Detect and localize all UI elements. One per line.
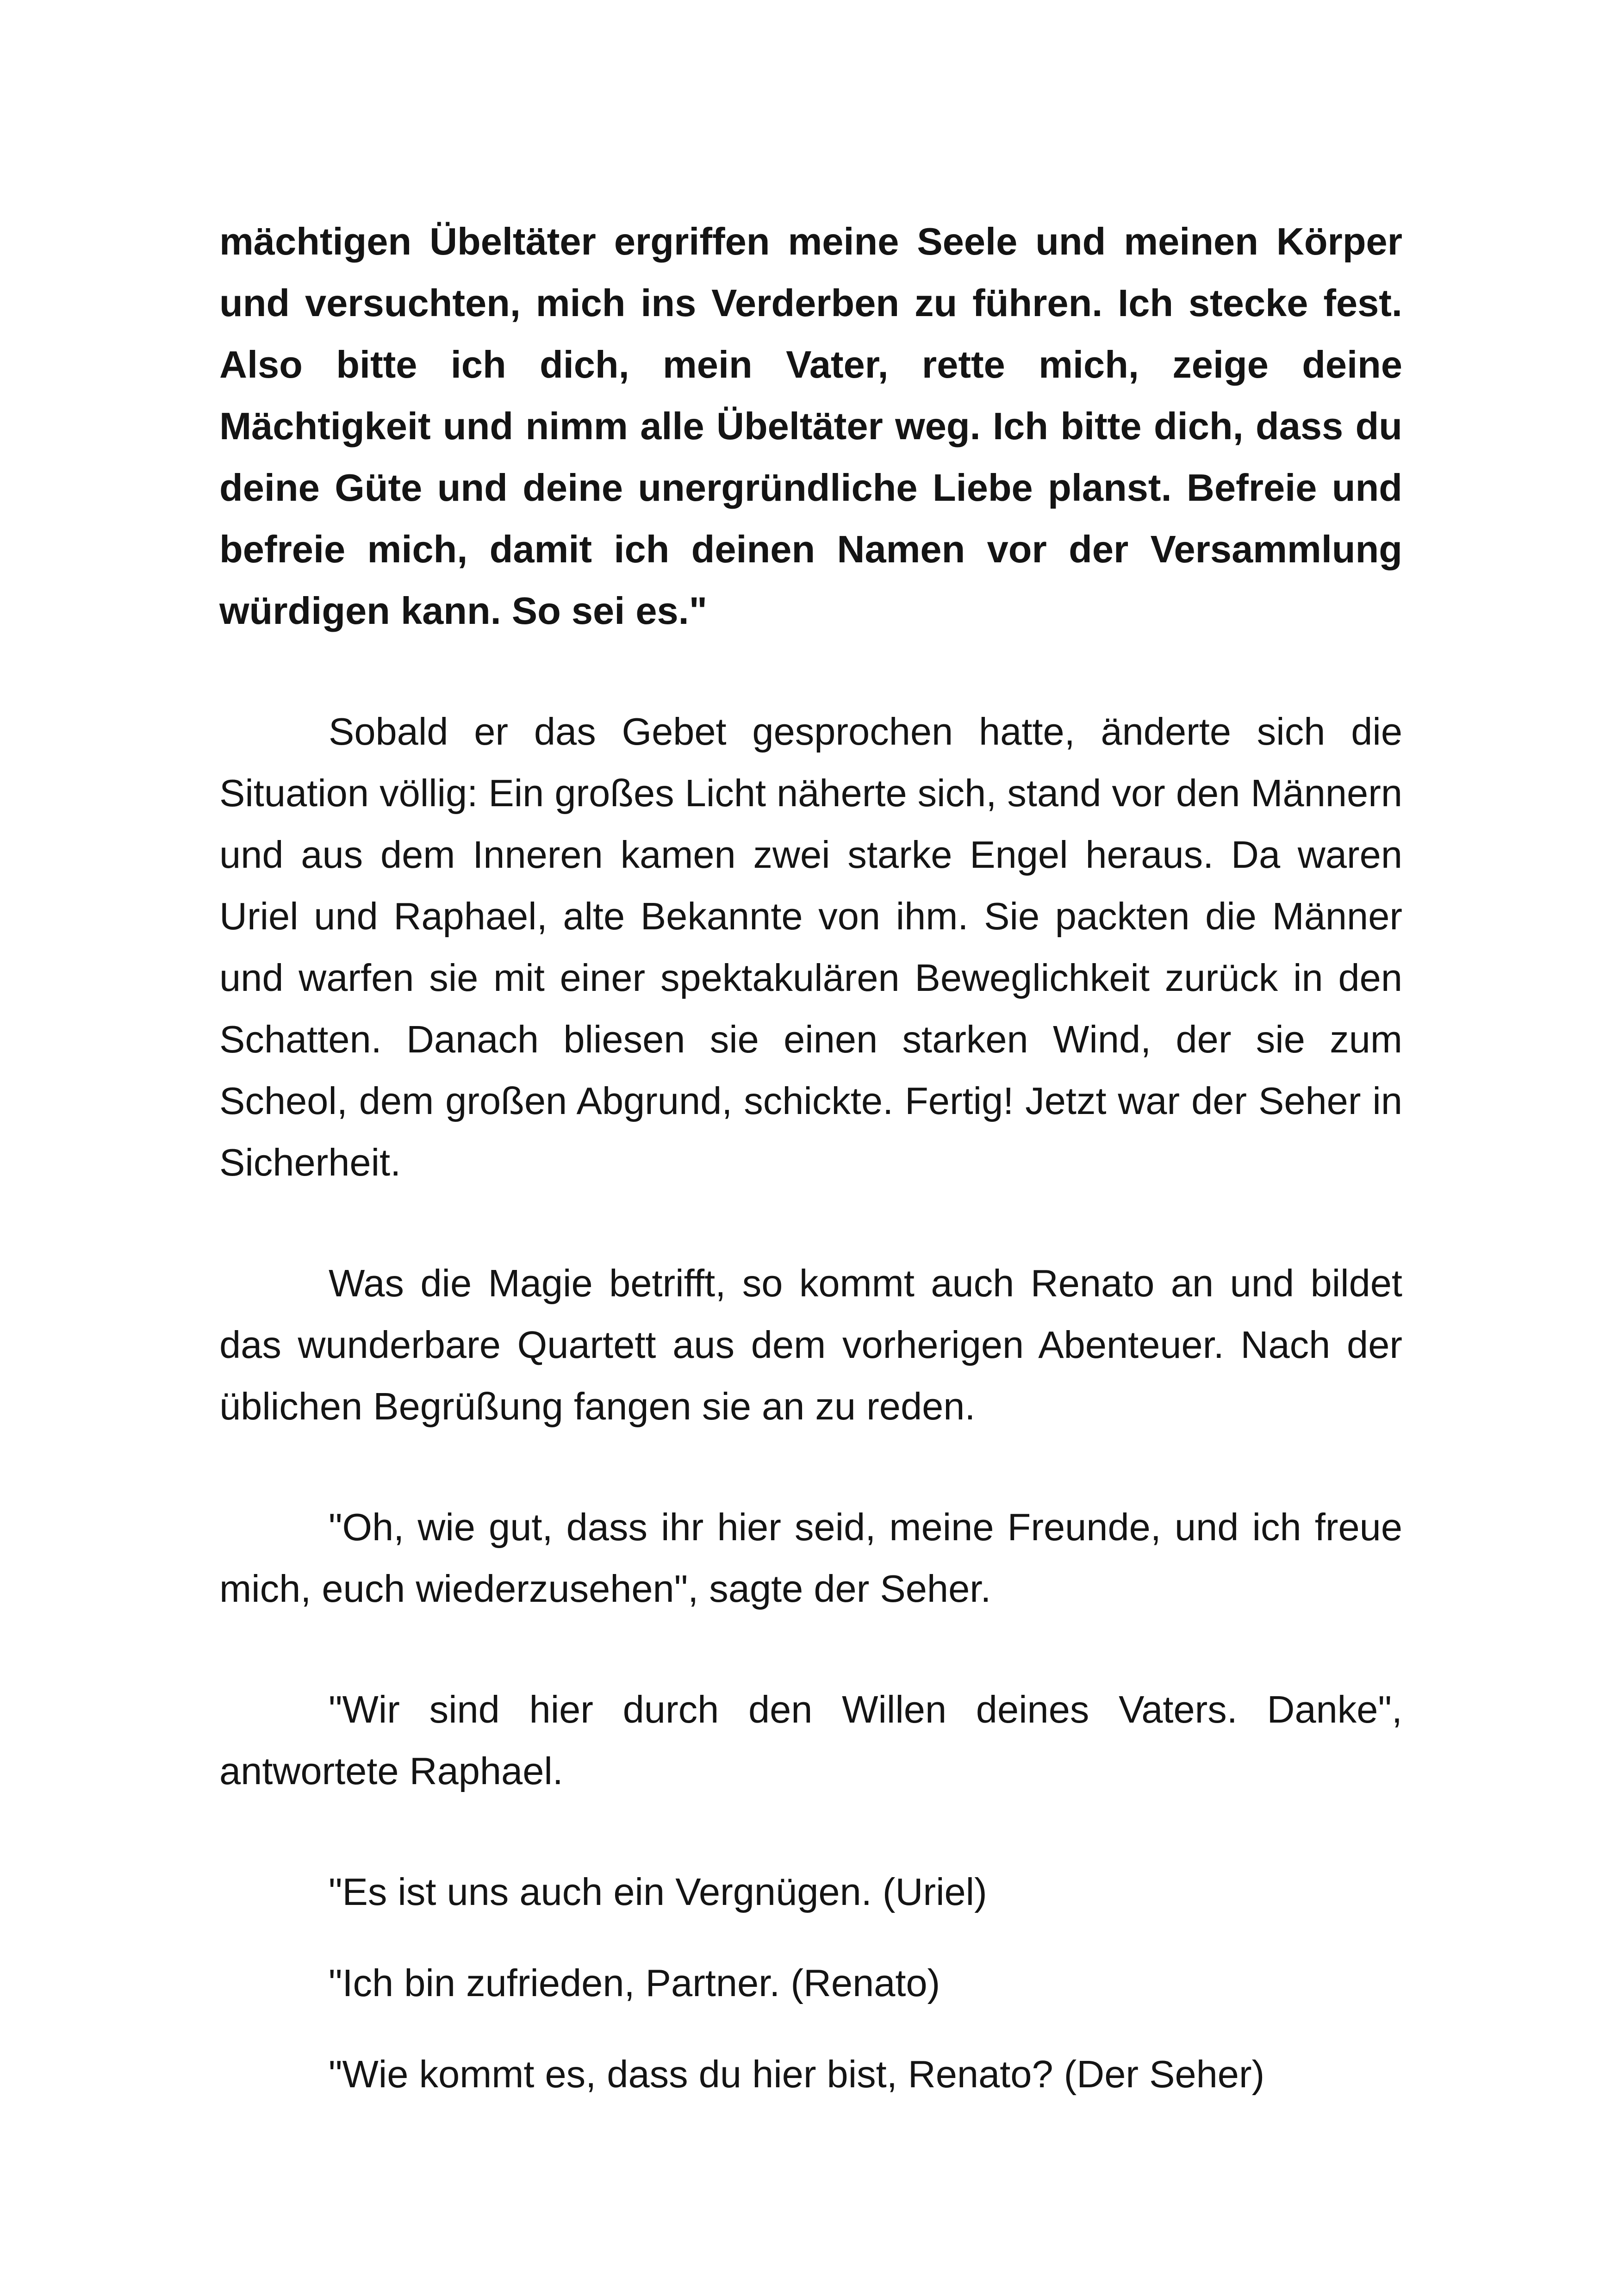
prayer-paragraph: mächtigen Übeltäter ergriffen meine Seele und meinen Körper und versuchten, mich ins Verderben zu führen. Ich stecke fest. Also bitte ich dich, mein Vater, rette mich, zeige deine Mächtigkeit und nimm alle Übeltäter weg. Ich bitte dich, dass du deine Güte und deine unergründliche Liebe planst. Befreie und befreie mich, damit ich deinen Namen vor der Versammlung würdigen kann. So sei es." xyxy=(219,220,1402,632)
uriel-dialog-line: "Es ist uns auch ein Vergnügen. (Uriel) xyxy=(329,1870,987,1913)
seer-greeting-paragraph: "Oh, wie gut, dass ihr hier seid, meine Freunde, und ich freue mich, euch wiederzusehen", sagte der Seher. xyxy=(219,1506,1402,1610)
raphael-reply-paragraph: "Wir sind hier durch den Willen deines Vaters. Danke", antwortete Raphael. xyxy=(219,1688,1402,1792)
rescue-paragraph: Sobald er das Gebet gesprochen hatte, änderte sich die Situation völlig: Ein großes Licht näherte sich, stand vor den Männern und aus dem Inneren kamen zwei starke Engel heraus. Da waren Uriel und Raphael, alte Bekannte von ihm. Sie packten die Männer und warfen sie mit einer spektakulären Beweglichkeit zurück in den Schatten. Danach bliesen sie einen starken Wind, der sie zum Scheol, dem großen Abgrund, schickte. Fertig! Jetzt war der Seher in Sicherheit. xyxy=(219,710,1402,1184)
seer-dialog-line: "Wie kommt es, dass du hier bist, Renato? (Der Seher) xyxy=(329,2053,1265,2096)
renato-dialog-line: "Ich bin zufrieden, Partner. (Renato) xyxy=(329,1961,940,2004)
renato-arrival-paragraph: Was die Magie betrifft, so kommt auch Renato an und bildet das wunderbare Quartett aus dem vorherigen Abenteuer. Nach der üblichen Begrüßung fangen sie an zu reden. xyxy=(219,1262,1402,1428)
document-page xyxy=(219,211,1402,2134)
